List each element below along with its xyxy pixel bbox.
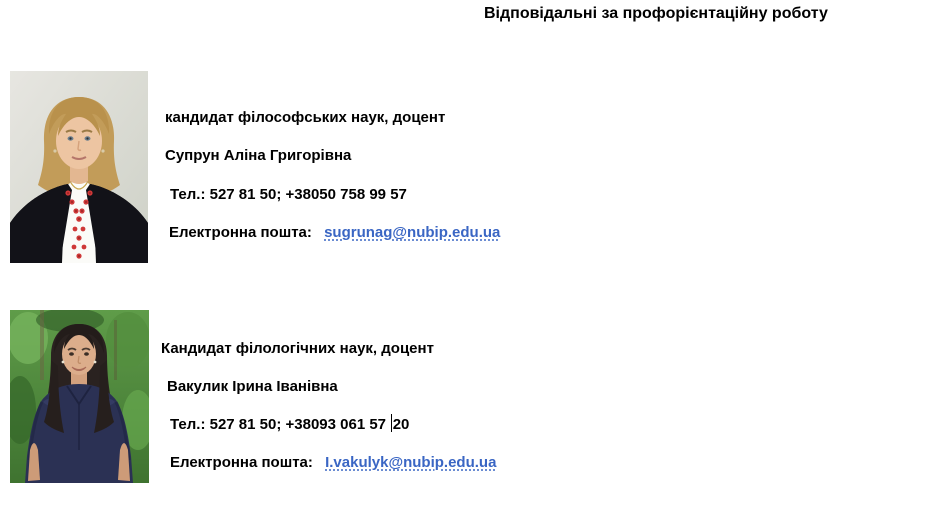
portrait-photo-vakulyk — [10, 310, 149, 483]
email-line — [169, 222, 500, 244]
degree-text: Кандидат філологічних наук, доцент — [161, 340, 434, 357]
profile-card-suprun — [0, 71, 936, 263]
page-title: Відповідальні за профорієнтаційну роботу — [484, 5, 828, 22]
portrait-vakulyk-illustration — [10, 310, 149, 483]
email-link[interactable]: I.vakulyk@nubip.edu.ua — [325, 454, 497, 471]
phone-text: Тел.: 527 81 50; +38050 758 99 57 — [170, 186, 407, 203]
email-line — [170, 452, 496, 474]
phone-part-after-caret: 20 — [392, 416, 410, 433]
person-name: Супрун Аліна Григорівна — [165, 147, 352, 164]
email-label: Електронна пошта: — [170, 454, 318, 471]
email-label: Електронна пошта: — [169, 224, 317, 241]
portrait-photo-suprun — [10, 71, 148, 263]
email-link[interactable]: sugrunag@nubip.edu.ua — [324, 224, 501, 241]
portrait-suprun-illustration — [10, 71, 148, 263]
phone-part-before-caret: Тел.: 527 81 50; +38093 061 57 — [170, 416, 391, 433]
profile-card-vakulyk — [0, 310, 936, 483]
degree-text: кандидат філософських наук, доцент — [165, 109, 446, 126]
person-name: Вакулик Ірина Іванівна — [167, 378, 338, 395]
phone-text — [170, 414, 409, 436]
